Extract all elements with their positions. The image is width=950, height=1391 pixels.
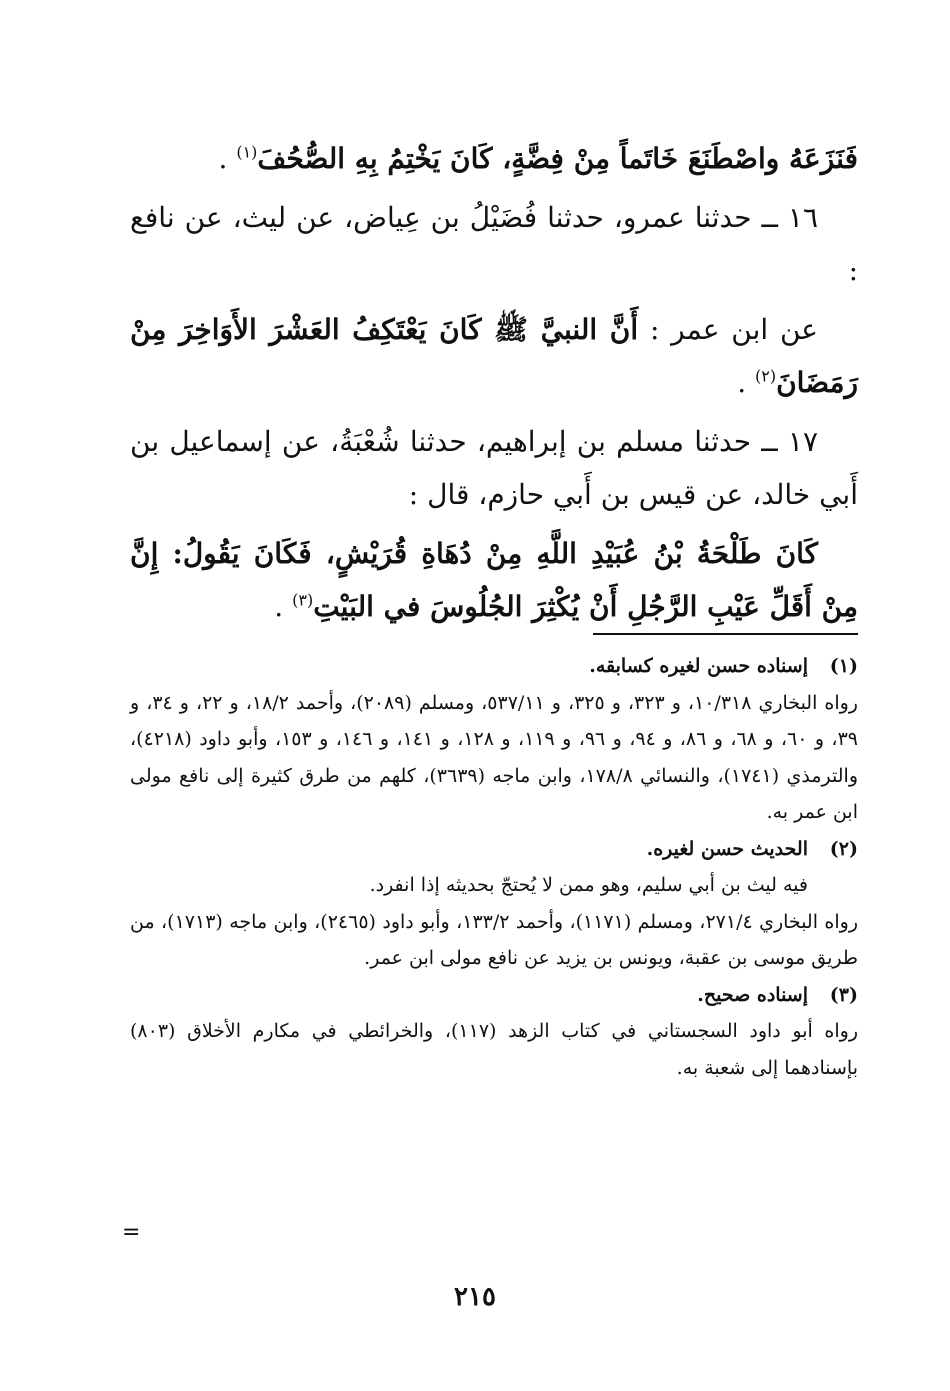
footnote-separator [593,633,858,635]
footnote-3-title: إسناده صحيح. [697,983,808,1006]
footnote-1-head [130,648,858,685]
hadith-text-3: كَانَ طَلْحَةُ بْنُ عُبَيْدِ اللَّهِ مِنْ دُهَاةِ قُرَيْشٍ، فَكَانَ يَقُولُ: إِنَّ مِنْ أَقَلِّ عَيْبِ الرَّجُلِ أَنْ يُكْثِرَ الجُلُوسَ في البَيْتِ [130,537,858,623]
continuation-mark: = [122,1220,141,1245]
footnote-2-title: الحديث حسن لغيره. [646,837,808,860]
footnote-3-head [130,977,858,1014]
footnote-1-number: (١) [829,655,858,677]
paragraph-16-matn [130,303,858,409]
footnote-ref-2: (٢) [755,366,777,386]
footnote-3 [130,977,858,1087]
footnotes [130,648,858,1086]
matn-intro: عن ابن عمر : [638,313,818,346]
paragraph-16-chain: ١٦ ــ حدثنا عمرو، حدثنا فُضَيْلُ بن عِياض، عن ليث، عن نافع : [130,201,858,287]
footnote-2 [130,831,858,977]
footnote-2-head [130,831,858,868]
paragraph-17-matn [130,527,858,633]
footnote-3-number: (٣) [829,983,858,1006]
footnote-2-number: (٢) [829,837,858,860]
footnote-1-body: رواه البخاري ١٠/٣١٨، و ٣٢٣، و ٣٢٥، و ٥٣٧/١١، ومسلم (٢٠٨٩)، وأحمد ١٨/٢، و ٢٢، و ٣٤، و ٣٩، و ٦٠، و ٦٨، و ٨٦، و ٩٤، و ٩٦، و ١١٩، و ١٢٨، و ١٤١، و ١٤٦، و ١٥٣، وأبو داود (٤٢١٨)، والترمذي (١٧٤١)، والنسائي ١٧٨/٨، وابن ماجه (٣٦٣٩)، كلهم من طرق كثيرة إلى نافع مولى ابن عمر به. [130,691,859,823]
paragraph-3-end: . [737,366,755,399]
page-number: ٢١٥ [454,1282,496,1312]
footnote-2-note: فيه ليث بن أبي سليم، وهو ممن لا يُحتجّ بحديثه إذا انفرد. [369,874,808,896]
footnote-3-body: رواه أبو داود السجستاني في كتاب الزهد (١١٧)، والخرائطي في مكارم الأخلاق (٨٠٣) بإسنادهما إلى شعبة به. [130,1020,858,1079]
footnote-2-body: رواه البخاري ٢٧١/٤، ومسلم (١١٧١)، وأحمد ١٣٣/٢، وأبو داود (٢٤٦٥)، وابن ماجه (١٧١٣)، من طريق موسى بن عقبة، ويونس بن يزيد عن نافع مولى ابن عمر. [130,910,858,969]
hadith-text-1: فَنَزَعَهُ واصْطَنَعَ خَاتَماً مِنْ فِضَّةٍ، كَانَ يَخْتِمُ بِهِ الصُّحُفَ [257,142,858,175]
paragraph-1 [130,132,858,185]
footnote-1-title: إسناده حسن لغيره كسابقه. [589,655,808,677]
main-text [130,132,858,639]
paragraph-5-end: . [274,590,293,623]
footnote-ref-3: (٣) [292,590,314,610]
paragraph-1-end: . [218,142,237,175]
footnote-ref-1: (١) [236,142,258,162]
paragraph-17-chain: ١٧ ــ حدثنا مسلم بن إبراهيم، حدثنا شُعْبَةُ، عن إسماعيل بن أَبي خالد، عن قيس بن أَبي حازم، قال : [130,425,858,511]
hadith-text-2: أَنَّ النبيَّ ﷺ كَانَ يَعْتَكِفُ العَشْرَ الأَوَاخِرَ مِنْ رَمَضَانَ [130,313,858,399]
footnote-1 [130,648,858,831]
